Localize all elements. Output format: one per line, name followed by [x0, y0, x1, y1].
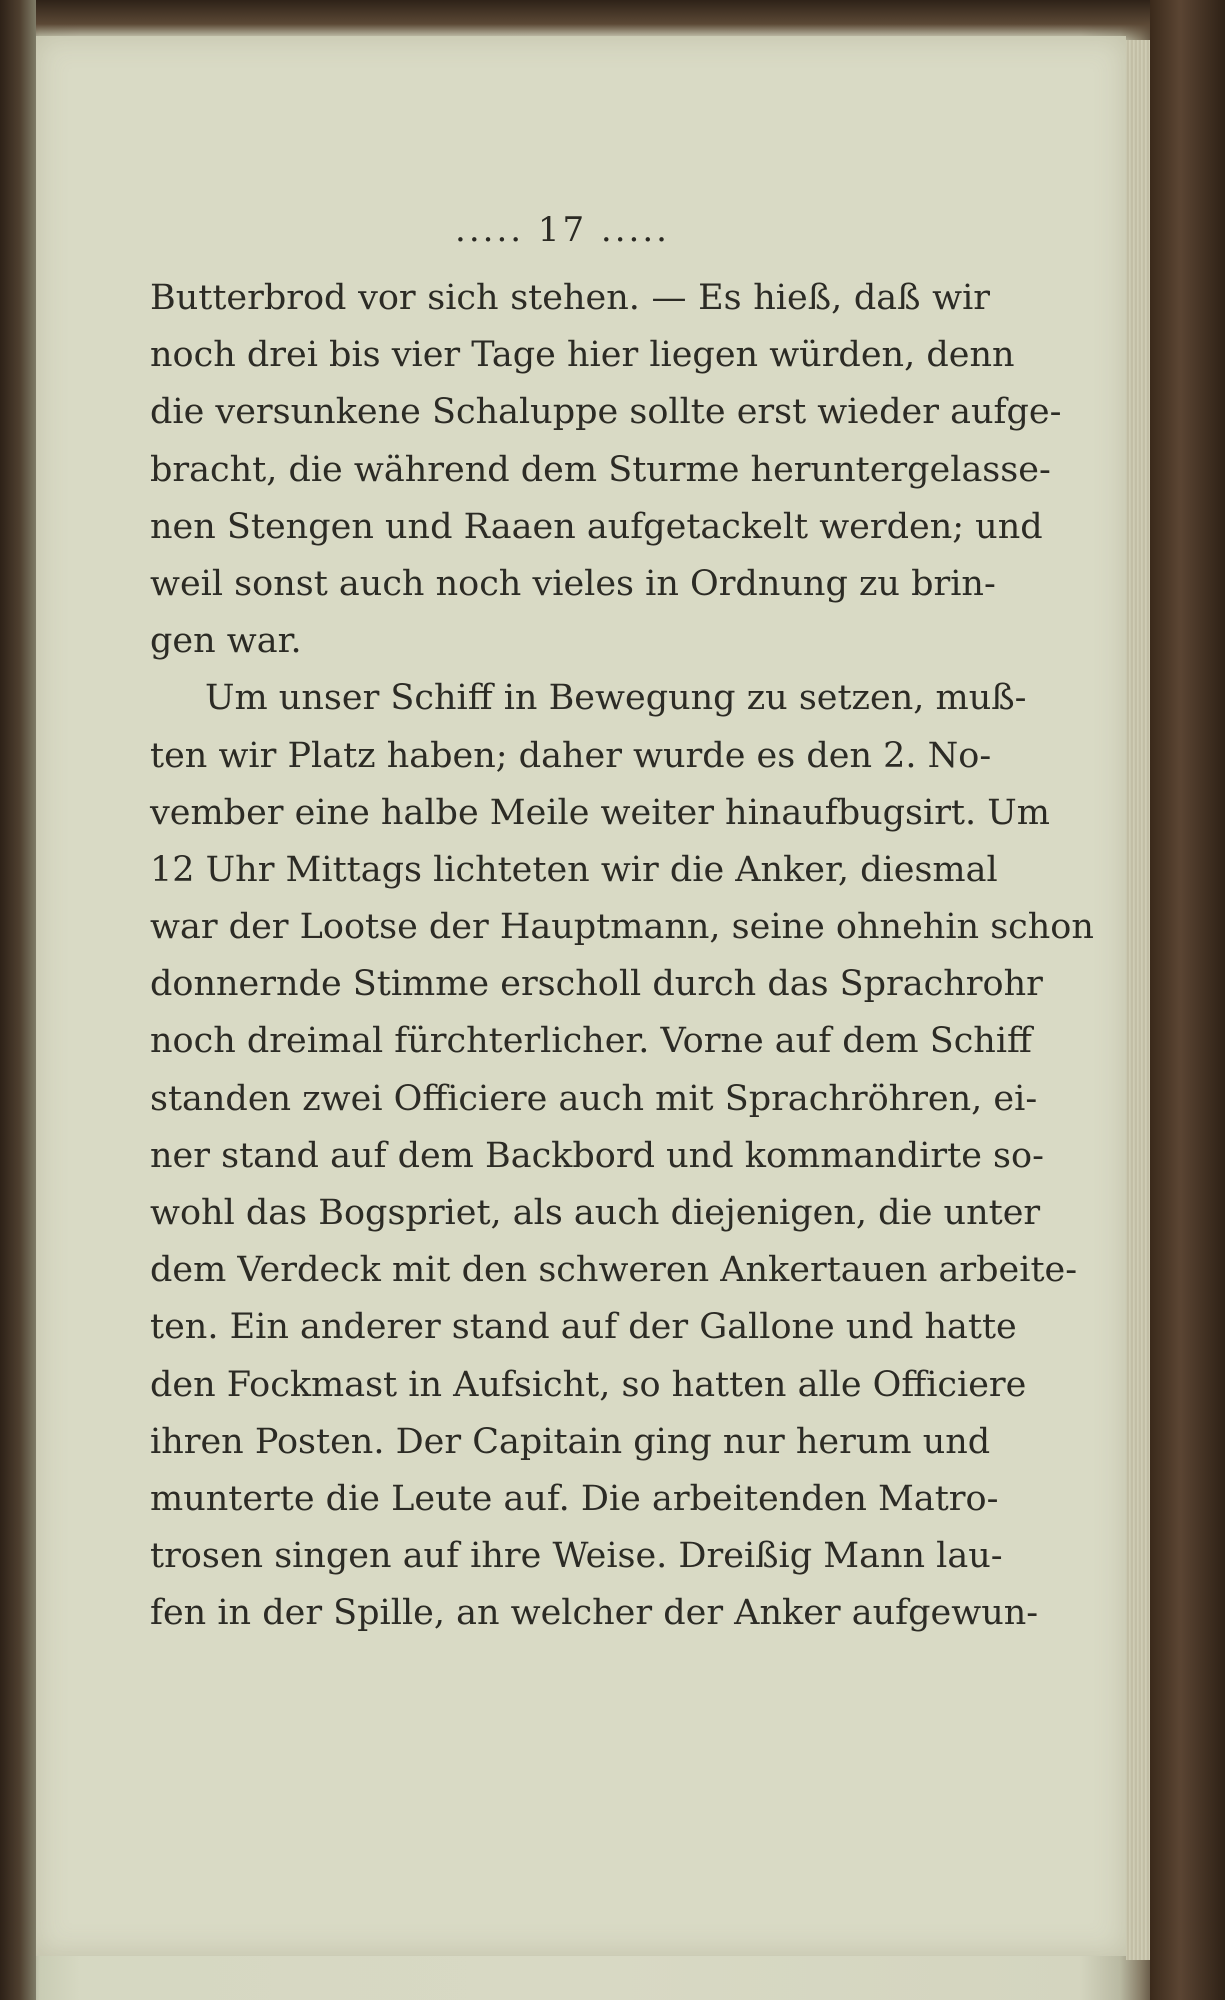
text-line: die versunkene Schaluppe sollte erst wieder aufge-: [150, 392, 1062, 433]
text-line: war der Lootse der Hauptmann, seine ohnehin schon: [150, 907, 1094, 948]
text-line: Butterbrod vor sich stehen. — Es hieß, daß wir: [150, 278, 990, 318]
text-line: standen zwei Officiere auch mit Sprachröhren, ei-: [150, 1078, 1038, 1119]
text-line: fen in der Spille, an welcher der Anker aufgewun-: [150, 1593, 1039, 1634]
text-line: dem Verdeck mit den schweren Ankertauen arbeite-: [150, 1250, 1078, 1291]
text-line: ihren Posten. Der Capitain ging nur herum und: [150, 1421, 991, 1462]
body-text: [150, 270, 1094, 1643]
text-line: gen war.: [150, 621, 302, 662]
text-line: vember eine halbe Meile weiter hinaufbugsirt. Um: [150, 792, 1050, 833]
text-line: 12 Uhr Mittags lichteten wir die Anker, diesmal: [150, 849, 998, 890]
text-line: donnernde Stimme erscholl durch das Sprachrohr: [150, 964, 1043, 1005]
text-line: trosen singen auf ihre Weise. Dreißig Mann lau-: [150, 1536, 1003, 1577]
text-line: ner stand auf dem Backbord und kommandirte so-: [150, 1135, 1044, 1176]
page-stack-edge: [1126, 40, 1150, 1960]
text-line: munterte die Leute auf. Die arbeitenden Matro-: [150, 1478, 999, 1519]
text-line: wohl das Bogspriet, als auch diejenigen, die unter: [150, 1193, 1041, 1233]
text-line: den Fockmast in Aufsicht, so hatten alle Officiere: [150, 1364, 1027, 1405]
page-number: ..... 17 .....: [455, 210, 670, 250]
binding-top-shadow: [0, 0, 1225, 40]
text-line: nen Stengen und Raaen aufgetackelt werden; und: [150, 506, 1043, 547]
text-line: ten wir Platz haben; daher wurde es den 2. No-: [150, 735, 992, 776]
text-line: bracht, die während dem Sturme heruntergelasse-: [150, 449, 1051, 490]
text-line: Um unser Schiff in Bewegung zu setzen, muß-: [205, 678, 1027, 719]
text-line: noch drei bis vier Tage hier liegen würden, denn: [150, 335, 1015, 376]
text-line: noch dreimal fürchterlicher. Vorne auf dem Schiff: [150, 1021, 1032, 1062]
left-binding-gutter: [0, 0, 36, 2000]
text-line: weil sonst auch noch vieles in Ordnung zu brin-: [150, 563, 996, 604]
text-line: ten. Ein anderer stand auf der Gallone und hatte: [150, 1307, 1017, 1348]
book-cover-edge: [1150, 0, 1225, 2000]
